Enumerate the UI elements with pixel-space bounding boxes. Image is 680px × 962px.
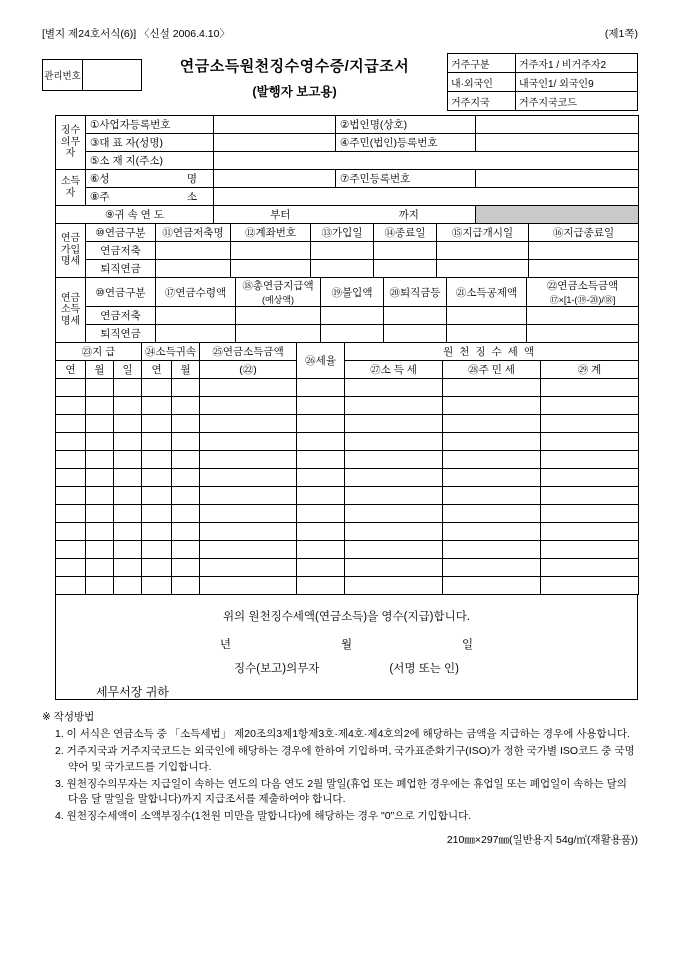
empty-cell [321, 325, 384, 343]
residence-country-label: 거주지국 [448, 92, 516, 111]
earner-address-cell [214, 188, 639, 206]
pension-income-amount-header: ㉕연금소득금액 [200, 343, 297, 361]
payment-empty-cell [172, 505, 200, 523]
payment-empty-cell [200, 379, 297, 397]
payment-empty-cell [200, 469, 297, 487]
payment-empty-cell [297, 451, 345, 469]
payment-empty-cell [172, 559, 200, 577]
payment-empty-cell [142, 487, 172, 505]
row-label-retirement-pension: 퇴직연금 [86, 260, 156, 278]
payment-empty-cell [56, 523, 86, 541]
payment-empty-cell [114, 397, 142, 415]
income-row-pension-savings [56, 307, 639, 325]
management-number-block [42, 59, 142, 91]
seal-label: (서명 또는 인) [389, 663, 459, 675]
instructions-title: ※ 작성방법 [42, 711, 95, 723]
income-detail-table [55, 277, 639, 343]
payment-empty-cell [56, 541, 86, 559]
residence-country-code-label: 거주지국코드 [516, 92, 638, 111]
withholding-tax-group-header: 원천징수세액 [345, 343, 639, 361]
empty-cell [384, 307, 447, 325]
payment-empty-cell [86, 577, 114, 595]
withholder-section-label: 징수 의무자 [56, 116, 86, 170]
payment-date-group-header: ㉓지 급 [56, 343, 142, 361]
enrollment-header-savings-name: ⑪연금저축명 [156, 224, 231, 242]
payment-empty-cell [172, 415, 200, 433]
instruction-item: 3. 원천징수의무자는 지급일이 속하는 연도의 다음 연도 2월 말일(휴업 또는 폐업한 경우에는 휴업일 또는 폐업일이 속하는 달의 다음 달 말일을 말합니다)까지 지급조서를 제출하여야 합니다. [55, 777, 627, 806]
payment-empty-cell [345, 379, 443, 397]
payment-empty-cell [114, 523, 142, 541]
enrollment-section-label: 연금 가입 명세 [56, 224, 86, 278]
payment-empty-cell [443, 487, 541, 505]
payment-empty-cell [200, 415, 297, 433]
payment-empty-cell [443, 415, 541, 433]
payment-empty-cell [541, 505, 639, 523]
payment-empty-cell [86, 379, 114, 397]
earner-name-cell [214, 170, 336, 188]
income-section-label: 연금 소득 명세 [56, 278, 86, 343]
payment-empty-cell [200, 523, 297, 541]
business-address-cell [214, 152, 639, 170]
earner-name-label: ⑥성 명 [86, 170, 214, 188]
payment-empty-row [56, 559, 639, 577]
paper-spec-note: 210㎜×297㎜(일반용지 54g/㎡(재활용품)) [446, 833, 638, 846]
payment-empty-cell [86, 469, 114, 487]
resident-corp-reg-number-cell [476, 134, 639, 152]
receipt-signer-line [56, 660, 637, 676]
withholder-row-1 [56, 116, 639, 134]
receipt-block [55, 594, 638, 700]
payment-empty-cell [443, 505, 541, 523]
empty-cell [236, 307, 321, 325]
payment-empty-cell [114, 469, 142, 487]
payment-empty-cell [541, 469, 639, 487]
withholder-row-3 [56, 152, 639, 170]
payment-empty-cell [541, 451, 639, 469]
resident-corp-reg-number-label: ④주민(법인)등록번호 [336, 134, 476, 152]
payment-empty-cell [114, 433, 142, 451]
payment-empty-row [56, 523, 639, 541]
instructions-section [42, 710, 638, 825]
attribution-month-header: 월 [172, 361, 200, 379]
empty-cell [374, 260, 437, 278]
nationality-label: 내·외국인 [448, 73, 516, 92]
payment-empty-cell [172, 523, 200, 541]
payment-empty-row [56, 541, 639, 559]
residence-row [448, 73, 638, 92]
enrollment-header-join-date: ⑬가입일 [311, 224, 374, 242]
earner-resident-number-cell [476, 170, 639, 188]
row-label-pension-savings: 연금저축 [86, 242, 156, 260]
payment-empty-cell [297, 487, 345, 505]
earner-address-label: ⑧주 소 [86, 188, 214, 206]
payment-empty-cell [541, 577, 639, 595]
payment-empty-cell [114, 505, 142, 523]
instruction-item: 4. 원천징수세액이 소액부징수(1천원 미만을 말합니다)에 해당하는 경우 "0"으로 기입합니다. [55, 810, 472, 823]
parties-table [55, 115, 639, 224]
payment-empty-row [56, 487, 639, 505]
earner-resident-number-label: ⑦주민등록번호 [336, 170, 476, 188]
empty-cell [231, 242, 311, 260]
payment-empty-cell [345, 469, 443, 487]
payment-empty-cell [142, 451, 172, 469]
title-block [142, 53, 447, 100]
payment-header-row-1 [56, 343, 639, 361]
enrollment-header-pension-type: ⑩연금구분 [86, 224, 156, 242]
earner-section-label: 소득자 [56, 170, 86, 206]
payment-empty-row [56, 505, 639, 523]
payment-empty-cell [86, 523, 114, 541]
income-header-total-payment: ⑱총연금지급액 (예상액) [236, 278, 321, 307]
payment-empty-cell [114, 559, 142, 577]
payment-empty-cell [297, 379, 345, 397]
attribution-year-shaded-cell [476, 206, 639, 224]
residence-type-value: 거주자1 / 비거주자2 [516, 54, 638, 73]
payment-empty-cell [56, 505, 86, 523]
management-number-box [83, 60, 141, 90]
form-body [55, 115, 638, 700]
payment-empty-row [56, 451, 639, 469]
income-header-retirement-pay: ⑳퇴직금등 [384, 278, 447, 307]
payment-empty-cell [297, 541, 345, 559]
payment-empty-cell [443, 523, 541, 541]
attribution-year-label: ⑨귀 속 연 도 [56, 206, 214, 224]
payment-empty-cell [56, 379, 86, 397]
payment-empty-cell [142, 505, 172, 523]
signer-label: 징수(보고)의무자 [233, 663, 320, 675]
empty-cell [447, 307, 527, 325]
payment-empty-cell [114, 451, 142, 469]
payment-empty-cell [56, 487, 86, 505]
empty-cell [447, 325, 527, 343]
payment-table-body [56, 379, 639, 595]
empty-cell [156, 325, 236, 343]
payment-empty-cell [172, 379, 200, 397]
income-header-received-amount: ⑰연금수령액 [156, 278, 236, 307]
income-header-contribution: ⑲불입액 [321, 278, 384, 307]
payment-empty-cell [56, 433, 86, 451]
residence-row [448, 92, 638, 111]
empty-cell [527, 307, 639, 325]
form-title: 연금소득원천징수영수증/지급조서 [179, 58, 410, 75]
payment-empty-cell [56, 469, 86, 487]
attribution-year-range-cell [214, 206, 476, 224]
payment-empty-cell [86, 397, 114, 415]
payment-empty-cell [297, 433, 345, 451]
empty-cell [236, 325, 321, 343]
payment-empty-cell [56, 451, 86, 469]
empty-cell [527, 325, 639, 343]
payment-empty-cell [345, 505, 443, 523]
payment-empty-cell [345, 559, 443, 577]
form-code-label: [별지 제24호서식(6)] 〈신설 2006.4.10〉 [42, 28, 230, 40]
attribution-year-header: 연 [142, 361, 172, 379]
earner-row-1 [56, 170, 639, 188]
attribution-year-row [56, 206, 639, 224]
payment-empty-cell [200, 559, 297, 577]
payment-empty-cell [86, 451, 114, 469]
payment-empty-cell [56, 577, 86, 595]
tax-rate-header: ㉖세율 [297, 343, 345, 379]
payment-empty-cell [172, 469, 200, 487]
payment-empty-cell [200, 451, 297, 469]
payment-empty-cell [142, 541, 172, 559]
payment-month-header: 월 [86, 361, 114, 379]
empty-cell [311, 260, 374, 278]
payment-empty-cell [142, 415, 172, 433]
corporation-name-label: ②법인명(상호) [336, 116, 476, 134]
payment-empty-cell [56, 559, 86, 577]
payment-empty-cell [345, 577, 443, 595]
payment-empty-cell [443, 577, 541, 595]
payment-empty-cell [345, 433, 443, 451]
payment-empty-cell [114, 541, 142, 559]
payment-empty-cell [200, 433, 297, 451]
page-number-label: (제1쪽) [604, 28, 638, 40]
month-label: 월 [340, 639, 353, 651]
payment-empty-cell [345, 487, 443, 505]
nationality-value: 내국인1/ 외국인9 [516, 73, 638, 92]
payment-empty-cell [541, 379, 639, 397]
payment-empty-cell [114, 415, 142, 433]
year-label: 년 [219, 639, 231, 651]
empty-cell [529, 242, 639, 260]
enrollment-header-end-date: ⑭종료일 [374, 224, 437, 242]
income-header-deduction: ㉑소득공제액 [447, 278, 527, 307]
payment-empty-cell [297, 469, 345, 487]
row-label-retirement-pension: 퇴직연금 [86, 325, 156, 343]
payment-empty-row [56, 577, 639, 595]
payment-empty-cell [541, 541, 639, 559]
payment-empty-cell [86, 541, 114, 559]
receipt-date-line [56, 636, 637, 652]
business-reg-number-label: ①사업자등록번호 [86, 116, 214, 134]
enrollment-row-retirement-pension [56, 260, 639, 278]
payment-empty-cell [142, 379, 172, 397]
payment-empty-cell [345, 397, 443, 415]
payment-empty-cell [142, 577, 172, 595]
residence-type-label: 거주구분 [448, 54, 516, 73]
payment-empty-cell [200, 577, 297, 595]
empty-cell [156, 260, 231, 278]
enrollment-header-payment-start-date: ⑮지급개시일 [437, 224, 529, 242]
withholder-row-2 [56, 134, 639, 152]
residence-table [447, 53, 638, 111]
enrollment-header-account-number: ⑫계좌번호 [231, 224, 311, 242]
empty-cell [437, 242, 529, 260]
payment-empty-cell [142, 523, 172, 541]
payment-empty-cell [142, 469, 172, 487]
payment-empty-cell [172, 541, 200, 559]
payment-empty-cell [172, 487, 200, 505]
empty-cell [311, 242, 374, 260]
payment-empty-cell [345, 451, 443, 469]
payment-empty-cell [200, 541, 297, 559]
receipt-statement: 위의 원천징수세액(연금소득)을 영수(지급)합니다. [222, 611, 471, 623]
enrollment-row-pension-savings [56, 242, 639, 260]
payment-empty-cell [345, 523, 443, 541]
payment-empty-row [56, 397, 639, 415]
day-label: 일 [462, 639, 474, 651]
empty-cell [321, 307, 384, 325]
empty-cell [374, 242, 437, 260]
payment-empty-cell [443, 433, 541, 451]
empty-cell [437, 260, 529, 278]
payment-empty-cell [297, 523, 345, 541]
payment-empty-cell [56, 397, 86, 415]
pension-income-amount-subheader: (㉒) [200, 361, 297, 379]
empty-cell [529, 260, 639, 278]
payment-empty-cell [443, 397, 541, 415]
payment-empty-row [56, 415, 639, 433]
payment-header-row-2 [56, 361, 639, 379]
residence-row [448, 54, 638, 73]
income-header-pension-type: ⑩연금구분 [86, 278, 156, 307]
enrollment-header-payment-end-date: ⑯지급종료일 [529, 224, 639, 242]
representative-name-label: ③대 표 자(성명) [86, 134, 214, 152]
representative-name-cell [214, 134, 336, 152]
payment-empty-cell [443, 469, 541, 487]
payment-empty-cell [541, 559, 639, 577]
payment-empty-cell [297, 577, 345, 595]
payment-empty-cell [541, 397, 639, 415]
payment-empty-cell [86, 487, 114, 505]
payment-empty-cell [443, 559, 541, 577]
payment-empty-cell [297, 397, 345, 415]
top-bar [42, 26, 638, 41]
total-tax-header: ㉙ 계 [541, 361, 639, 379]
payment-empty-cell [200, 487, 297, 505]
payment-year-header: 연 [56, 361, 86, 379]
payment-empty-cell [86, 433, 114, 451]
empty-cell [156, 307, 236, 325]
from-label: 부터 [270, 209, 291, 221]
payment-empty-cell [172, 577, 200, 595]
empty-cell [231, 260, 311, 278]
payment-empty-cell [443, 541, 541, 559]
enrollment-header-row [56, 224, 639, 242]
row-label-pension-savings: 연금저축 [86, 307, 156, 325]
payment-day-header: 일 [114, 361, 142, 379]
income-tax-header: ㉗소 득 세 [345, 361, 443, 379]
income-row-retirement-pension [56, 325, 639, 343]
payment-empty-cell [86, 505, 114, 523]
payment-empty-cell [114, 487, 142, 505]
income-header-row [56, 278, 639, 307]
management-number-label: 관리번호 [43, 60, 83, 90]
empty-cell [384, 325, 447, 343]
payment-empty-cell [443, 451, 541, 469]
payment-empty-cell [86, 415, 114, 433]
payment-empty-cell [56, 415, 86, 433]
instruction-item: 2. 거주지국과 거주지국코드는 외국인에 해당하는 경우에 한하여 기입하며, 국가표준화기구(ISO)가 정한 국가별 ISO코드 중 국명약어 및 국가코드를 기입합니다. [55, 745, 635, 773]
payment-empty-cell [142, 559, 172, 577]
payment-empty-cell [114, 379, 142, 397]
payment-empty-row [56, 379, 639, 397]
payment-empty-cell [297, 415, 345, 433]
form-header [42, 53, 638, 111]
payment-empty-cell [172, 397, 200, 415]
payment-empty-cell [541, 415, 639, 433]
payment-empty-cell [200, 505, 297, 523]
earner-row-2 [56, 188, 639, 206]
payment-empty-cell [297, 505, 345, 523]
payment-empty-row [56, 469, 639, 487]
payment-empty-cell [345, 541, 443, 559]
payment-empty-cell [114, 577, 142, 595]
resident-tax-header: ㉘주 민 세 [443, 361, 541, 379]
payment-empty-cell [142, 397, 172, 415]
empty-cell [156, 242, 231, 260]
to-label: 까지 [398, 209, 419, 221]
payment-empty-cell [541, 487, 639, 505]
payment-empty-cell [541, 523, 639, 541]
payment-empty-cell [86, 559, 114, 577]
income-attribution-group-header: ㉔소득귀속 [142, 343, 200, 361]
corporation-name-cell [476, 116, 639, 134]
payment-empty-cell [200, 397, 297, 415]
addressee-label: 세무서장 귀하 [96, 685, 169, 699]
income-header-pension-income-amount: ㉒연금소득금액 ⑰×[1-(⑲-⑳)/⑱] [527, 278, 639, 307]
business-reg-number-cell [214, 116, 336, 134]
payment-empty-cell [443, 379, 541, 397]
payment-empty-row [56, 433, 639, 451]
form-subtitle: (발행자 보고용) [252, 85, 337, 99]
payment-empty-cell [142, 433, 172, 451]
payment-empty-cell [172, 451, 200, 469]
payment-empty-cell [541, 433, 639, 451]
payment-empty-cell [345, 415, 443, 433]
enrollment-table [55, 223, 639, 278]
payment-empty-cell [172, 433, 200, 451]
payment-empty-cell [297, 559, 345, 577]
instruction-item: 1. 이 서식은 연금소득 중 「소득세법」 제20조의3제1항제3호·제4호·제4호의2에 해당하는 금액을 지급하는 경우에 사용합니다. [55, 728, 630, 741]
payment-table [55, 342, 639, 595]
business-address-label: ⑤소 재 지(주소) [86, 152, 214, 170]
